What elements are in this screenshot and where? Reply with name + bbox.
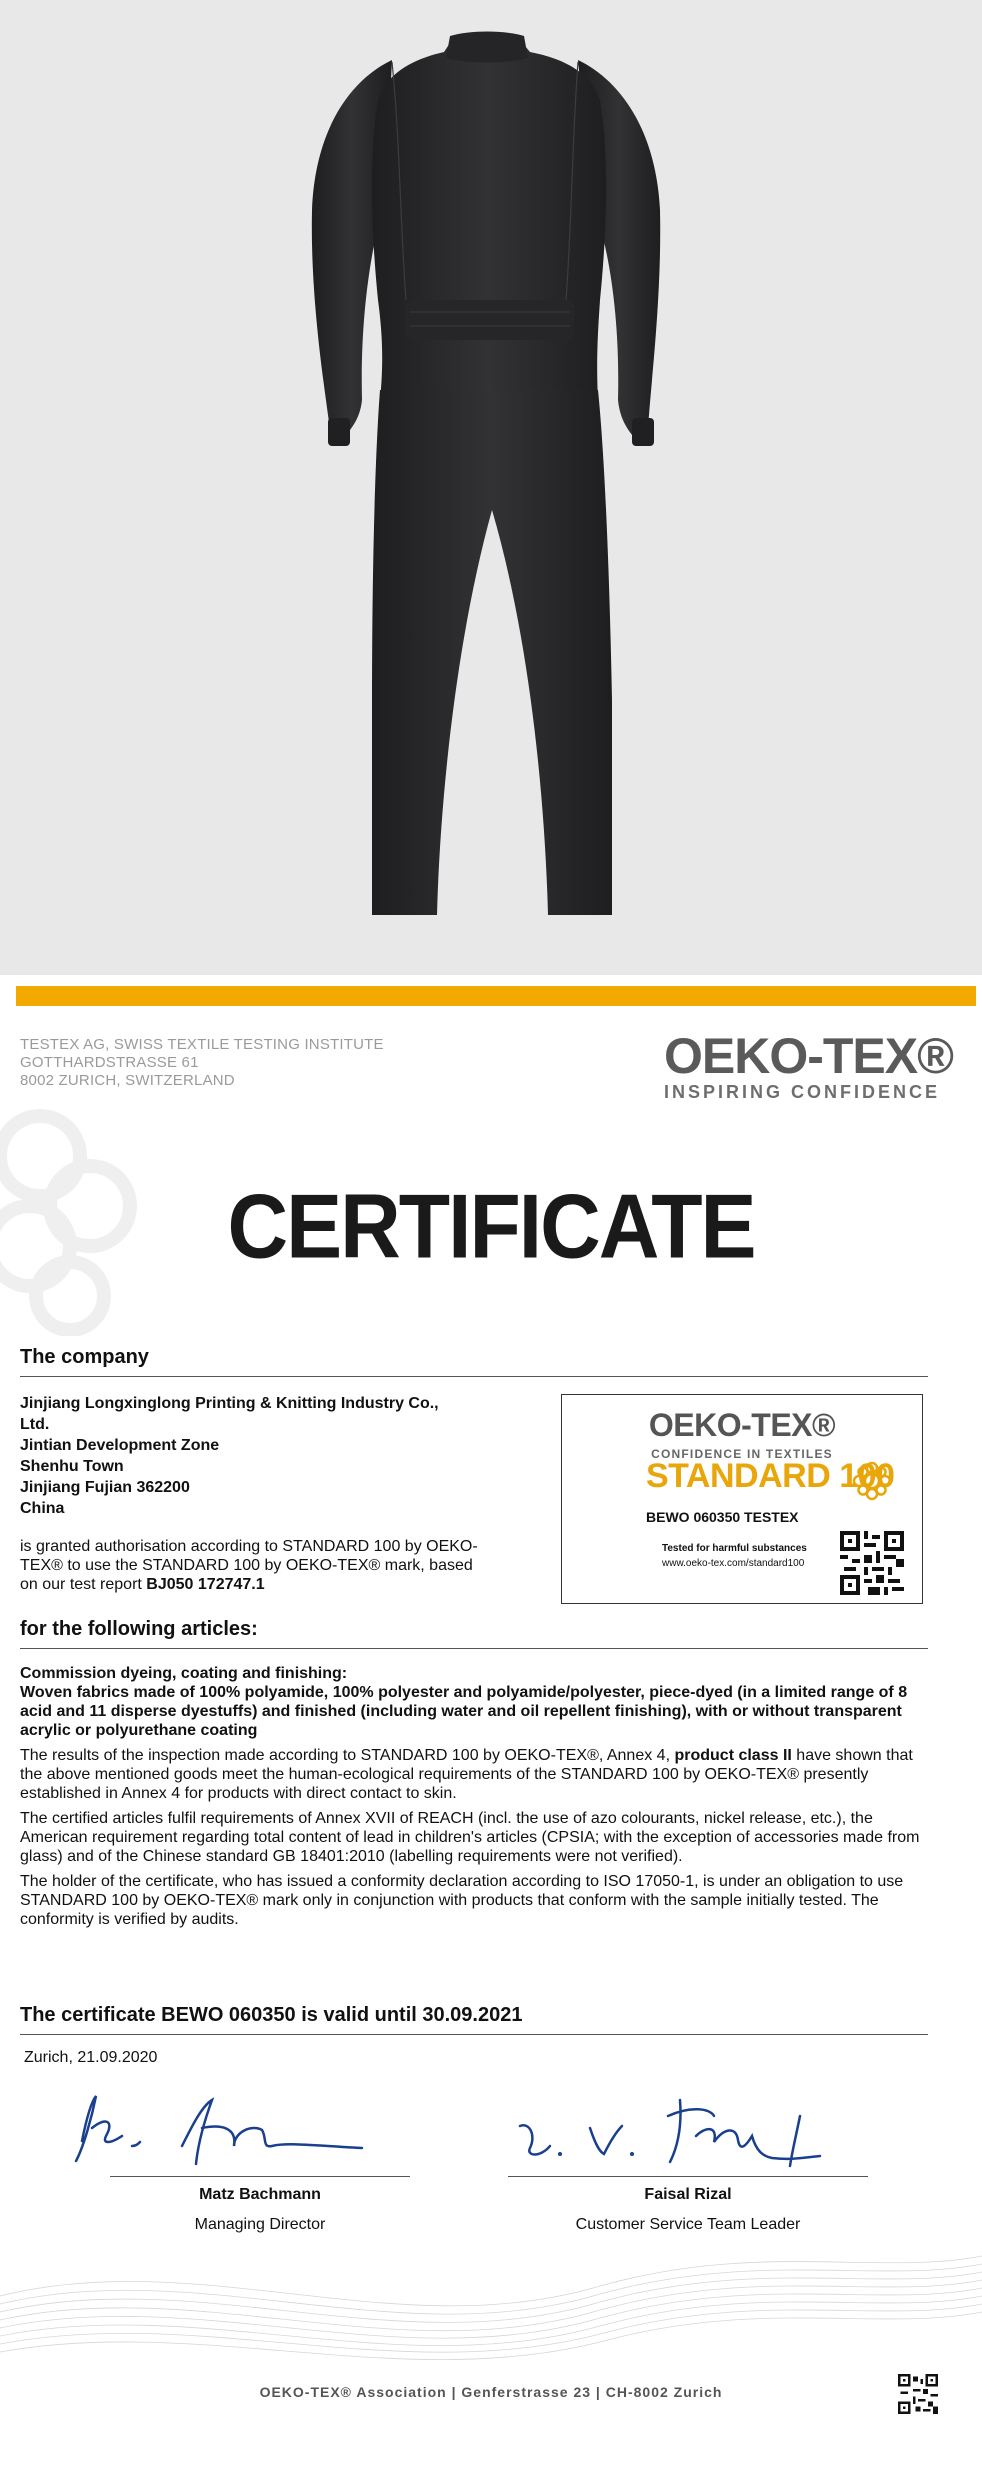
issuer-line-3: 8002 ZURICH, SWITZERLAND <box>20 1072 235 1089</box>
issuer-line-1: TESTEX AG, SWISS TEXTILE TESTING INSTITUTE <box>20 1036 384 1053</box>
company-line: China <box>20 1500 65 1517</box>
report-number: BJ050 172747.1 <box>146 1576 265 1593</box>
para1-end: have shown that the above mentioned goods meet the human-ecological requirements of the STANDARD 100 by OEKO-TEX® presently established in Annex 4 for products with direct contact to skin. <box>20 1747 913 1802</box>
standard-flower-icon <box>852 1461 892 1501</box>
articles-body <box>20 1664 920 1935</box>
company-line: Jinjiang Longxinglong Printing & Knitting Industry Co., <box>20 1395 439 1412</box>
company-line: Jinjiang Fujian 362200 <box>20 1479 190 1496</box>
description-title: Commission dyeing, coating and finishing: <box>20 1665 348 1682</box>
footer-address: OEKO-TEX® Association | Genferstrasse 23 | CH-8002 Zurich <box>259 2384 723 2400</box>
label-logo: OEKO-TEX® <box>648 1407 836 1443</box>
label-url: www.oeko-tex.com/standard100 <box>662 1558 805 1569</box>
label-number: BEWO 060350 TESTEX <box>646 1509 799 1525</box>
issue-date: Zurich, 21.09.2020 <box>24 2049 158 2066</box>
signature-matz-bachmann <box>62 2086 422 2176</box>
brand-logo-text: OEKO-TEX® <box>664 1028 953 1084</box>
signatory-role: Managing Director <box>194 2216 326 2233</box>
brand-tagline: INSPIRING CONFIDENCE <box>664 1082 941 1102</box>
issuer-address <box>20 1036 384 1090</box>
validity-statement: The certificate BEWO 060350 is valid until 30.09.2021 <box>20 2004 523 2026</box>
signatory-role: Customer Service Team Leader <box>575 2216 801 2233</box>
footer-qr-code-icon <box>898 2374 938 2414</box>
articles-description <box>20 1664 920 1740</box>
product-photo <box>0 0 982 975</box>
standard-100-label <box>561 1394 923 1604</box>
label-standard: STANDARD 100 <box>646 1457 895 1495</box>
product-class: product class II <box>674 1747 792 1764</box>
signatory-name: Matz Bachmann <box>199 2186 321 2203</box>
company-line: Jintian Development Zone <box>20 1437 220 1454</box>
signature-line <box>110 2176 410 2177</box>
signatory-name: Faisal Rizal <box>644 2186 732 2203</box>
divider <box>20 1376 928 1377</box>
label-tested: Tested for harmful substances <box>662 1543 807 1554</box>
company-address <box>20 1393 490 1519</box>
oeko-tex-logo <box>664 1028 953 1103</box>
accent-bar <box>16 986 976 1006</box>
granted-text: is granted authorisation according to STANDARD 100 by OEKO-TEX® to use the STANDARD 100 by OEKO-TEX® mark, based on our test report <box>20 1538 478 1593</box>
company-heading: The company <box>20 1346 149 1368</box>
reach-paragraph: The certified articles fulfil requirements of Annex XVII of REACH (incl. the use of azo colourants, nickel release, etc.), the American requirement regarding total content of lead in children's articles (CPSIA; with the exception of accessories made from glass) and of the Chinese standard GB 18401:2010 (labelling requirements were not verified). <box>20 1810 920 1865</box>
description-text: Woven fabrics made of 100% polyamide, 100% polyester and polyamide/polyester, piece-dyed (in a limited range of 8 acid and 11 disperse dyestuffs) and finished (including water and oil repellent finishing), with or without transparent acrylic or polyurethane coating <box>20 1684 908 1739</box>
para1-start: The results of the inspection made according to STANDARD 100 by OEKO-TEX®, Annex 4, <box>20 1747 675 1764</box>
signature-line <box>508 2176 868 2177</box>
qr-code-icon <box>840 1531 904 1595</box>
divider <box>20 2034 928 2035</box>
granted-statement <box>20 1537 490 1594</box>
certificate-title: CERTIFICATE <box>227 1175 755 1277</box>
divider <box>20 1648 928 1649</box>
company-line: Ltd. <box>20 1416 50 1433</box>
inspection-paragraph <box>20 1746 920 1803</box>
signature-faisal-rizal <box>500 2086 880 2176</box>
issuer-line-2: GOTTHARDSTRASSE 61 <box>20 1054 199 1071</box>
articles-heading: for the following articles: <box>20 1618 258 1640</box>
jumpsuit-image <box>0 0 982 975</box>
certificate <box>0 1006 982 2483</box>
decorative-waves <box>0 2236 982 2386</box>
holder-paragraph: The holder of the certificate, who has issued a conformity declaration according to ISO 17050-1, is under an obligation to use STANDARD 100 by OEKO-TEX® mark only in conjunction with products that conform with the sample initially tested. The conformity is verified by audits. <box>20 1873 904 1928</box>
company-line: Shenhu Town <box>20 1458 124 1475</box>
label-confidence: CONFIDENCE IN TEXTILES <box>651 1447 833 1461</box>
